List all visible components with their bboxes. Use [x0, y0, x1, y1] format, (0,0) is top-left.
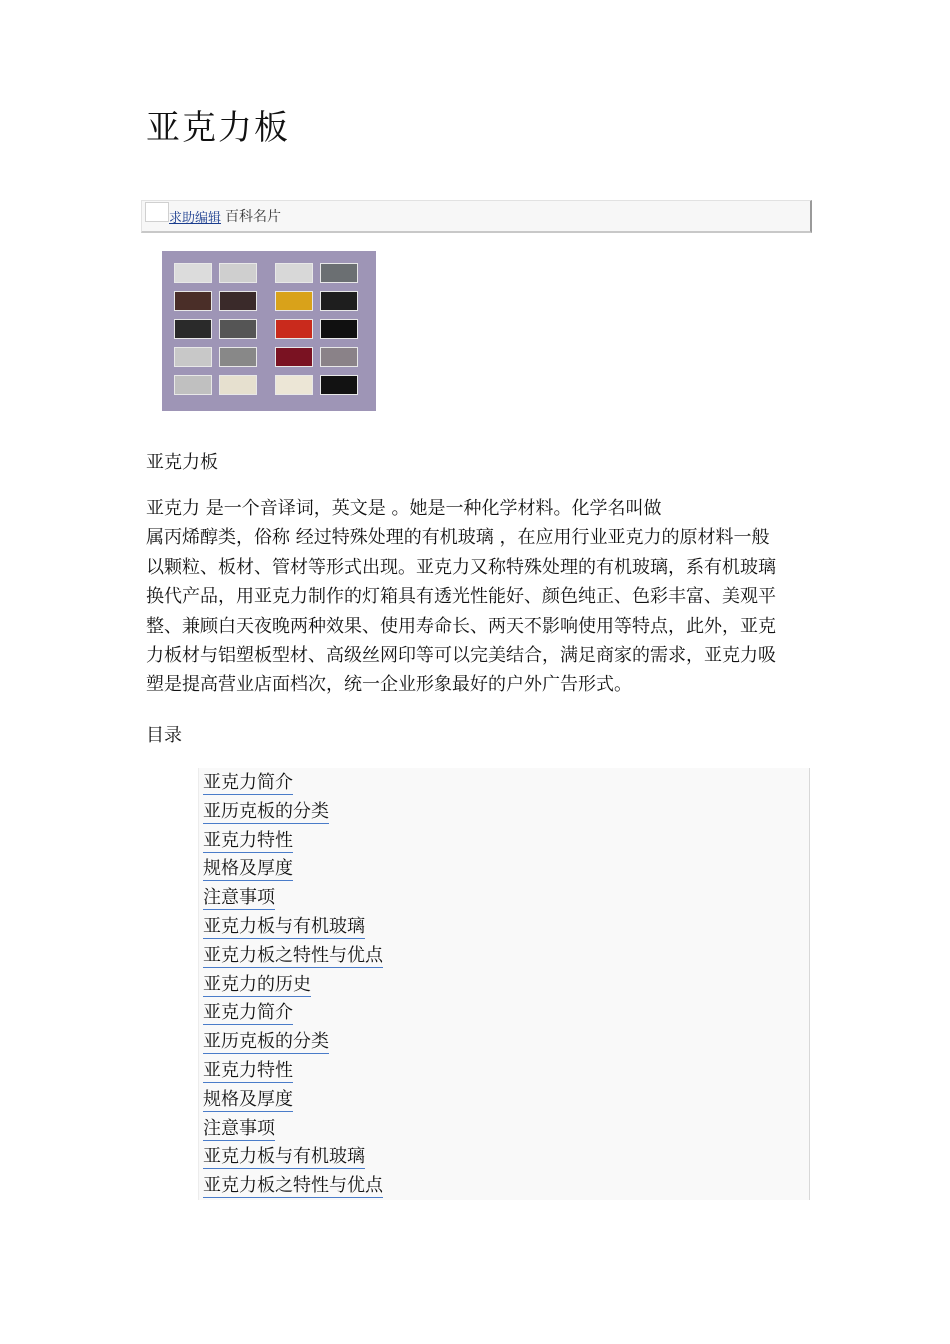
paragraph-line: 亚克力 是一个音译词，英文是 。她是一种化学材料。化学名叫做 — [146, 498, 662, 519]
toc-item — [203, 1027, 809, 1056]
color-swatch — [275, 291, 313, 311]
color-swatch — [219, 347, 257, 367]
toc-link[interactable]: 规格及厚度 — [203, 854, 293, 881]
toc-link[interactable]: 亚克力的历史 — [203, 970, 311, 997]
color-swatch — [174, 375, 212, 395]
color-swatch — [320, 291, 358, 311]
toc-link[interactable]: 亚历克板的分类 — [203, 1027, 329, 1054]
color-swatch — [219, 319, 257, 339]
toc-link[interactable]: 规格及厚度 — [203, 1085, 293, 1112]
page-title: 亚克力板 — [146, 108, 290, 148]
toc-link[interactable]: 亚克力板与有机玻璃 — [203, 912, 365, 939]
toc-item — [203, 826, 809, 855]
color-swatch — [174, 319, 212, 339]
color-swatch — [219, 263, 257, 283]
table-of-contents — [198, 768, 810, 1200]
toc-link[interactable]: 亚克力板之特性与优点 — [203, 1171, 383, 1198]
color-swatch — [174, 291, 212, 311]
toc-item — [203, 1142, 809, 1171]
toc-item — [203, 1056, 809, 1085]
photo-caption: 亚克力板 — [146, 452, 218, 473]
toc-heading: 目录 — [146, 725, 182, 746]
color-swatch — [174, 347, 212, 367]
paragraph-line: 以颗粒、板材、管材等形式出现。亚克力又称特殊处理的有机玻璃，系有机玻璃 — [146, 556, 776, 578]
intro-paragraph — [146, 494, 810, 700]
toc-item — [203, 912, 809, 941]
paragraph-line: 换代产品，用亚克力制作的灯箱具有透光性能好、颜色纯正、色彩丰富、美观平 — [146, 586, 776, 608]
paragraph-line: 整、兼顾白天夜晚两种效果、使用寿命长、两天不影响使用等特点，此外，亚克 — [146, 615, 776, 637]
color-swatch — [320, 319, 358, 339]
toc-item — [203, 941, 809, 970]
toc-item — [203, 797, 809, 826]
color-swatch — [174, 263, 212, 283]
color-swatch — [320, 263, 358, 283]
toc-link[interactable]: 注意事项 — [203, 883, 275, 910]
card-label: 百科名片 — [225, 209, 281, 225]
color-swatch — [320, 375, 358, 395]
toc-link[interactable]: 亚克力简介 — [203, 998, 293, 1025]
acrylic-samples-photo — [162, 251, 376, 411]
toc-link[interactable]: 亚克力板之特性与优点 — [203, 941, 383, 968]
paragraph-line: 力板材与铝塑板型材、高级丝网印等可以完美结合，满足商家的需求，亚克力吸 — [146, 645, 776, 667]
toc-link[interactable]: 亚克力特性 — [203, 1056, 293, 1083]
toc-item — [203, 854, 809, 883]
toc-item — [203, 970, 809, 999]
paragraph-line: 属丙烯醇类，俗称 经过特殊处理的有机玻璃 ，在应用行业亚克力的原材料一般 — [146, 527, 770, 549]
toc-item — [203, 883, 809, 912]
encyclopedia-card-bar — [141, 200, 812, 233]
toc-item — [203, 998, 809, 1027]
checkbox-icon — [145, 202, 169, 222]
toc-link[interactable]: 亚克力板与有机玻璃 — [203, 1142, 365, 1169]
toc-item — [203, 1171, 809, 1200]
color-swatch — [275, 319, 313, 339]
toc-link[interactable]: 注意事项 — [203, 1114, 275, 1141]
toc-link[interactable]: 亚克力简介 — [203, 768, 293, 795]
request-edit-link[interactable]: 求助编辑 — [169, 211, 222, 226]
color-swatch — [320, 347, 358, 367]
color-swatch — [275, 263, 313, 283]
toc-item — [203, 768, 809, 797]
toc-item — [203, 1114, 809, 1143]
paragraph-line: 塑是提高营业店面档次，统一企业形象最好的户外广告形式。 — [146, 674, 632, 696]
toc-item — [203, 1085, 809, 1114]
color-swatch — [275, 347, 313, 367]
color-swatch — [219, 375, 257, 395]
toc-link[interactable]: 亚历克板的分类 — [203, 797, 329, 824]
color-swatch — [219, 291, 257, 311]
color-swatch — [275, 375, 313, 395]
toc-link[interactable]: 亚克力特性 — [203, 826, 293, 853]
